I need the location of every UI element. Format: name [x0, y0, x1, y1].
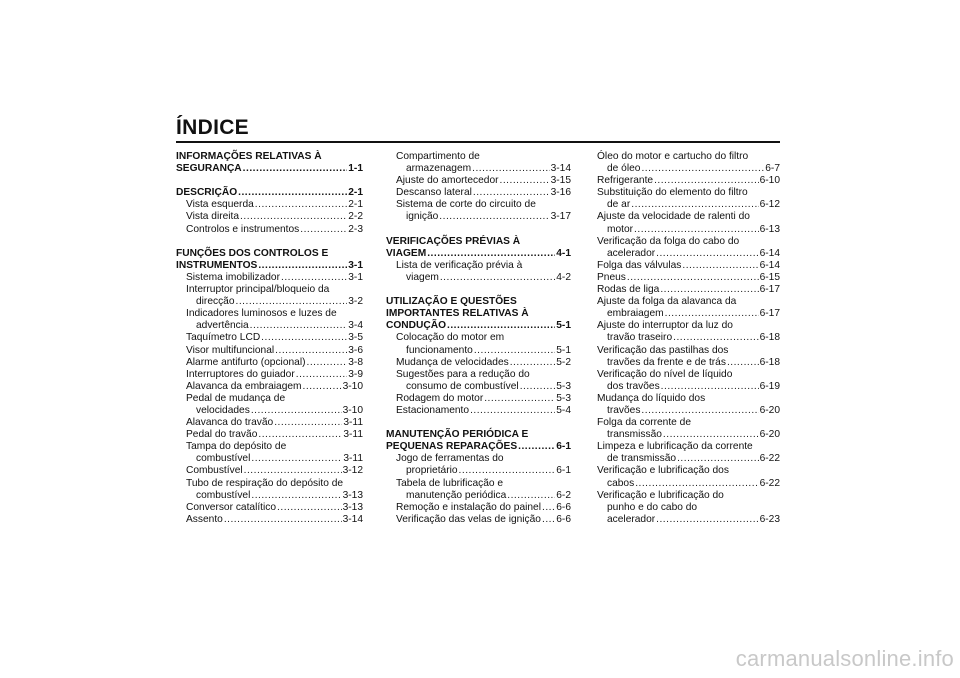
toc-leader-dots — [306, 357, 347, 369]
watermark-text: carmanualsonline.info — [735, 646, 954, 671]
toc-page-number: 6-1 — [556, 441, 571, 453]
toc-entry[interactable] — [386, 211, 571, 223]
toc-entry — [386, 151, 571, 163]
toc-section-heading[interactable] — [386, 320, 571, 332]
toc-entry[interactable] — [176, 296, 363, 308]
toc-entry-title: Indicadores luminosos e luzes de — [186, 308, 337, 320]
toc-page-number: 6-17 — [759, 308, 780, 320]
toc-entry — [597, 441, 780, 453]
toc-entry[interactable] — [597, 163, 780, 175]
toc-entry-title: UTILIZAÇÃO E QUESTÕES — [386, 296, 517, 308]
toc-entry[interactable] — [597, 260, 780, 272]
toc-entry[interactable] — [176, 272, 363, 284]
toc-entry[interactable] — [597, 308, 780, 320]
toc-section-heading — [386, 296, 571, 308]
toc-entry[interactable] — [176, 199, 363, 211]
toc-page-number: 3-1 — [348, 259, 363, 271]
toc-section-heading[interactable] — [176, 163, 363, 175]
toc-page-number: 5-2 — [556, 356, 571, 368]
toc-page-number: 3-10 — [342, 404, 363, 416]
toc-page-number: 3-8 — [348, 356, 363, 368]
toc-entry-title: Remoção e instalação do painel — [396, 501, 541, 513]
toc-entry[interactable] — [176, 453, 363, 465]
toc-leader-dots — [661, 381, 759, 393]
toc-entry — [597, 369, 780, 381]
toc-section-heading — [386, 308, 571, 320]
toc-entry-title: ignição — [406, 211, 439, 223]
toc-entry-title: Pedal de mudança de — [186, 392, 286, 404]
toc-page-number: 2-3 — [348, 223, 363, 235]
toc-entry[interactable] — [386, 405, 571, 417]
toc-entry-title: Tubo de respiração do depósito de — [186, 477, 344, 489]
toc-entry-title: punho e do cabo do — [607, 501, 698, 513]
toc-leader-dots — [303, 381, 342, 393]
toc-entry-title: de transmissão — [607, 453, 677, 465]
toc-entry-title: viagem — [406, 271, 439, 283]
toc-entry-title: Óleo do motor e cartucho do filtro — [597, 151, 749, 162]
toc-leader-dots — [663, 429, 759, 441]
toc-entry[interactable] — [176, 357, 363, 369]
toc-page-number: 6-19 — [759, 380, 780, 392]
toc-entry-title: Rodas de liga — [597, 284, 660, 296]
toc-entry-title: Verificação da folga do cabo do — [597, 235, 740, 247]
toc-entry-title: Sistema imobilizador — [186, 271, 280, 283]
title-rule — [176, 141, 780, 143]
toc-entry[interactable] — [597, 405, 780, 417]
toc-leader-dots — [470, 405, 555, 417]
toc-page-number: 6-22 — [759, 477, 780, 489]
toc-section-heading[interactable] — [386, 248, 571, 260]
toc-entry — [597, 417, 780, 429]
toc-entry-title: SEGURANÇA — [176, 163, 242, 175]
toc-leader-dots — [635, 478, 758, 490]
toc-page-number: 3-17 — [550, 211, 571, 223]
toc-entry-title: Conversor catalítico — [186, 501, 277, 513]
toc-page-number: 6-13 — [759, 223, 780, 235]
toc-entry-title: de óleo — [607, 163, 641, 175]
toc-leader-dots — [682, 260, 758, 272]
toc-entry-title: velocidades — [196, 404, 250, 416]
toc-page-number: 5-3 — [556, 392, 571, 404]
toc-entry[interactable] — [386, 175, 571, 187]
toc-entry[interactable] — [597, 224, 780, 236]
toc-page-number: 2-1 — [348, 199, 363, 211]
toc-entry-title: Estacionamento — [396, 404, 470, 416]
toc-entry[interactable] — [597, 199, 780, 211]
toc-entry-title: Lista de verificação prévia à — [396, 259, 523, 271]
toc-entry[interactable] — [176, 320, 363, 332]
toc-leader-dots — [665, 308, 759, 320]
toc-entry-title: Alarme antifurto (opcional) — [186, 356, 306, 368]
toc-leader-dots — [631, 199, 758, 211]
toc-entry-title: Tabela de lubrificação e — [396, 477, 504, 489]
toc-page-number: 6-6 — [556, 501, 571, 513]
toc-page-number: 6-12 — [759, 199, 780, 211]
toc-entry[interactable] — [597, 284, 780, 296]
toc-entry[interactable] — [386, 187, 571, 199]
toc-entry[interactable] — [597, 272, 780, 284]
toc-leader-dots — [656, 514, 758, 526]
toc-page-number: 3-11 — [343, 453, 363, 465]
toc-entry-title: Ajuste da velocidade de ralenti do — [597, 211, 750, 223]
toc-leader-dots — [542, 514, 555, 526]
page-title: ÍNDICE — [176, 116, 249, 139]
toc-leader-dots — [243, 163, 348, 175]
toc-leader-dots — [727, 357, 759, 369]
toc-entry[interactable] — [176, 417, 363, 429]
toc-entry-title: Pedal do travão — [186, 429, 258, 441]
toc-leader-dots — [500, 175, 550, 187]
toc-spacer — [176, 236, 363, 248]
toc-entry-title: Tampa do depósito de — [186, 441, 287, 453]
toc-entry-title: Refrigerante — [597, 175, 654, 187]
toc-leader-dots — [224, 514, 342, 526]
toc-entry[interactable] — [176, 514, 363, 526]
toc-leader-dots — [459, 465, 556, 477]
toc-page-number: 3-13 — [342, 501, 363, 513]
toc-entry-title: Folga da corrente de — [597, 417, 692, 429]
toc-entry-title: Assento — [186, 513, 223, 525]
toc-section-heading — [386, 236, 571, 248]
toc-leader-dots — [439, 211, 549, 223]
toc-entry-title: dos travões — [607, 380, 660, 392]
toc-spacer — [386, 224, 571, 236]
toc-page-number: 6-20 — [759, 429, 780, 441]
toc-entry-title: de ar — [607, 199, 631, 211]
toc-entry — [176, 441, 363, 453]
toc-leader-dots — [518, 441, 555, 453]
toc-page-number: 3-14 — [550, 163, 571, 175]
toc-entry[interactable] — [597, 514, 780, 526]
toc-page-number: 3-11 — [343, 417, 363, 429]
toc-leader-dots — [236, 296, 348, 308]
toc-entry-title: Folga das válvulas — [597, 259, 682, 271]
toc-entry — [597, 296, 780, 308]
toc-entry-title: Verificação e lubrificação dos — [597, 465, 729, 477]
toc-entry[interactable] — [597, 478, 780, 490]
toc-entry-title: Ajuste da folga da alavanca da — [597, 296, 737, 308]
toc-page-number: 3-10 — [342, 380, 363, 392]
toc-section-heading — [176, 151, 363, 163]
toc-entry — [597, 320, 780, 332]
toc-page-number: 4-1 — [556, 247, 571, 259]
toc-page-number: 6-23 — [759, 513, 780, 525]
toc-page-number: 3-5 — [348, 332, 363, 344]
toc-entry-title: direcção — [196, 296, 235, 308]
toc-entry-title: Rodagem do motor — [396, 392, 484, 404]
toc-entry-title: FUNÇÕES DOS CONTROLOS E — [176, 247, 329, 259]
toc-leader-dots — [250, 320, 348, 332]
toc-entry-title: Limpeza e lubrificação da corrente — [597, 441, 753, 453]
toc-leader-dots — [507, 490, 555, 502]
toc-entry-title: Alavanca da embraiagem — [186, 380, 302, 392]
toc-page-number: 3-16 — [550, 187, 571, 199]
toc-page-number: 6-6 — [556, 513, 571, 525]
toc-entry[interactable] — [386, 393, 571, 405]
toc-leader-dots — [677, 453, 759, 465]
toc-leader-dots — [673, 332, 758, 344]
toc-entry-title: Pneus — [597, 271, 626, 283]
toc-leader-dots — [474, 345, 555, 357]
toc-page-number: 6-22 — [759, 453, 780, 465]
toc-page-number: 2-2 — [348, 211, 363, 223]
toc-entry-title: Verificação das pastilhas dos — [597, 344, 729, 356]
toc-entry — [386, 199, 571, 211]
toc-entry-title: Verificação e lubrificação do — [597, 489, 724, 501]
toc-entry-title: Descanso lateral — [396, 187, 472, 199]
toc-section-heading[interactable] — [176, 260, 363, 272]
toc-entry[interactable] — [176, 369, 363, 381]
toc-leader-dots — [656, 248, 758, 260]
toc-page-number: 6-18 — [759, 356, 780, 368]
toc-page-number: 3-11 — [343, 429, 363, 441]
toc-entry — [597, 345, 780, 357]
toc-leader-dots — [296, 369, 348, 381]
toc-page-number: 1-1 — [348, 163, 363, 175]
toc-entry-title: Alavanca do travão — [186, 417, 274, 429]
toc-entry — [176, 478, 363, 490]
toc-entry-title: travões da frente e de trás — [607, 356, 726, 368]
toc-entry-title: CONDUÇÃO — [386, 320, 446, 332]
toc-entry[interactable] — [597, 248, 780, 260]
toc-page-number: 3-9 — [348, 368, 363, 380]
toc-leader-dots — [660, 284, 758, 296]
toc-page-number: 6-14 — [759, 247, 780, 259]
toc-entry — [597, 236, 780, 248]
toc-entry[interactable] — [176, 345, 363, 357]
toc-entry[interactable] — [386, 163, 571, 175]
toc-leader-dots — [654, 175, 759, 187]
toc-leader-dots — [627, 272, 759, 284]
toc-entry[interactable] — [597, 429, 780, 441]
toc-entry-title: transmissão — [607, 429, 662, 441]
toc-entry-title: advertência — [196, 320, 249, 332]
toc-entry — [597, 393, 780, 405]
toc-page-number: 3-6 — [348, 344, 363, 356]
toc-entry[interactable] — [176, 429, 363, 441]
toc-entry[interactable] — [176, 332, 363, 344]
toc-section-heading — [386, 429, 571, 441]
toc-entry — [386, 369, 571, 381]
toc-entry-title: proprietário — [406, 465, 458, 477]
toc-entry — [597, 490, 780, 502]
toc-leader-dots — [258, 429, 342, 441]
toc-entry-title: Interruptor principal/bloqueio da — [186, 284, 330, 296]
toc-page-number: 2-1 — [348, 187, 363, 199]
toc-entry-title: acelerador — [607, 513, 656, 525]
toc-entry — [597, 502, 780, 514]
toc-entry[interactable] — [176, 381, 363, 393]
toc-entry[interactable] — [386, 502, 571, 514]
toc-page-number: 6-7 — [765, 163, 780, 175]
toc-leader-dots — [251, 490, 341, 502]
toc-entry — [176, 393, 363, 405]
toc-entry-title: Vista direita — [186, 211, 240, 223]
toc-entry-title: Compartimento de — [396, 151, 480, 162]
toc-entry — [597, 211, 780, 223]
toc-entry[interactable] — [386, 381, 571, 393]
toc-entry[interactable] — [597, 357, 780, 369]
toc-page-number: 5-3 — [556, 380, 571, 392]
toc-entry-title: Mudança de velocidades — [396, 356, 509, 368]
toc-page-number: 6-17 — [759, 284, 780, 296]
toc-page-number: 3-12 — [342, 465, 363, 477]
toc-entry — [386, 260, 571, 272]
toc-entry-title: combustível — [196, 489, 251, 501]
toc-entry[interactable] — [597, 453, 780, 465]
toc-leader-dots — [258, 260, 347, 272]
toc-leader-dots — [542, 502, 555, 514]
toc-entry[interactable] — [176, 465, 363, 477]
toc-leader-dots — [641, 163, 764, 175]
toc-leader-dots — [274, 417, 342, 429]
toc-entry-title: Visor multifuncional — [186, 344, 275, 356]
toc-entry — [597, 151, 780, 163]
toc-entry[interactable] — [386, 465, 571, 477]
toc-leader-dots — [484, 393, 555, 405]
toc-leader-dots — [447, 320, 555, 332]
toc-entry-title: INSTRUMENTOS — [176, 259, 258, 271]
toc-leader-dots — [251, 453, 342, 465]
toc-column-3 — [597, 151, 780, 526]
toc-entry — [386, 453, 571, 465]
toc-leader-dots — [473, 187, 550, 199]
toc-spacer — [386, 284, 571, 296]
toc-entry-title: VERIFICAÇÕES PRÉVIAS À — [386, 235, 521, 247]
toc-entry-title: Controlos e instrumentos — [186, 223, 300, 235]
toc-page-number: 3-1 — [348, 271, 363, 283]
toc-entry-title: combustível — [196, 453, 251, 465]
toc-page-number: 6-10 — [759, 175, 780, 187]
toc-entry — [386, 478, 571, 490]
toc-entry[interactable] — [176, 405, 363, 417]
toc-entry-title: motor — [607, 223, 634, 235]
toc-page-number: 6-2 — [556, 489, 571, 501]
toc-entry — [597, 465, 780, 477]
toc-entry-title: Sistema de corte do circuito de — [396, 199, 536, 211]
toc-entry-title: Interruptores do guiador — [186, 368, 295, 380]
toc-section-heading[interactable] — [176, 187, 363, 199]
toc-leader-dots — [641, 405, 758, 417]
toc-page-number: 3-15 — [550, 175, 571, 187]
toc-entry-title: funcionamento — [406, 344, 473, 356]
toc-leader-dots — [472, 163, 549, 175]
toc-entry-title: VIAGEM — [386, 247, 427, 259]
toc-entry-title: Sugestões para a redução do — [396, 368, 530, 380]
toc-entry-title: embraiagem — [607, 308, 664, 320]
toc-leader-dots — [300, 224, 347, 236]
toc-column-1 — [176, 151, 363, 526]
toc-leader-dots — [238, 187, 347, 199]
toc-entry-title: travões — [607, 404, 641, 416]
toc-page-number: 3-14 — [342, 513, 363, 525]
toc-leader-dots — [240, 211, 347, 223]
toc-entry-title: Jogo de ferramentas do — [396, 453, 504, 465]
toc-leader-dots — [255, 199, 347, 211]
toc-entry[interactable] — [176, 211, 363, 223]
toc-entry-title: DESCRIÇÃO — [176, 187, 238, 199]
toc-entry — [176, 284, 363, 296]
toc-leader-dots — [634, 224, 759, 236]
toc-entry[interactable] — [597, 381, 780, 393]
toc-entry-title: PEQUENAS REPARAÇÕES — [386, 441, 518, 453]
toc-spacer — [176, 175, 363, 187]
toc-section-heading[interactable] — [386, 441, 571, 453]
toc-entry[interactable] — [386, 357, 571, 369]
toc-entry-title: INFORMAÇÕES RELATIVAS À — [176, 151, 322, 162]
toc-page-number: 6-18 — [759, 332, 780, 344]
toc-entry-title: Verificação do nível de líquido — [597, 368, 733, 380]
toc-entry-title: MANUTENÇÃO PERIÓDICA E — [386, 429, 529, 441]
toc-entry-title: Mudança do líquido dos — [597, 392, 706, 404]
toc-entry[interactable] — [176, 490, 363, 502]
toc-page-number: 4-2 — [556, 271, 571, 283]
toc-leader-dots — [427, 248, 555, 260]
toc-entry-title: travão traseiro — [607, 332, 673, 344]
toc-entry — [176, 308, 363, 320]
toc-entry — [386, 332, 571, 344]
toc-entry[interactable] — [386, 514, 571, 526]
toc-entry-title: cabos — [607, 477, 635, 489]
toc-page-number: 6-1 — [556, 465, 571, 477]
toc-spacer — [386, 417, 571, 429]
toc-entry[interactable] — [386, 490, 571, 502]
toc-entry-title: Verificação das velas de ignição — [396, 513, 541, 525]
toc-entry-title: Ajuste do interruptor da luz do — [597, 320, 733, 332]
toc-page-number: 6-20 — [759, 404, 780, 416]
toc-leader-dots — [277, 502, 342, 514]
toc-entry[interactable] — [597, 175, 780, 187]
toc-leader-dots — [275, 345, 347, 357]
toc-column-2 — [386, 151, 571, 526]
toc-leader-dots — [281, 272, 347, 284]
toc-entry — [597, 187, 780, 199]
toc-entry-title: Taquímetro LCD — [186, 332, 261, 344]
toc-page-number: 3-2 — [348, 296, 363, 308]
toc-entry-title: Vista esquerda — [186, 199, 254, 211]
toc-page-number: 3-13 — [342, 489, 363, 501]
toc-leader-dots — [440, 272, 555, 284]
toc-entry[interactable] — [386, 345, 571, 357]
toc-section-heading — [176, 248, 363, 260]
toc-entry-title: acelerador — [607, 247, 656, 259]
toc-entry-title: Colocação do motor em — [396, 332, 505, 344]
toc-leader-dots — [520, 381, 556, 393]
toc-page-number: 5-1 — [556, 344, 571, 356]
toc-leader-dots — [251, 405, 342, 417]
toc-page-number: 5-4 — [556, 404, 571, 416]
toc-entry-title: armazenagem — [406, 163, 472, 175]
toc-page-number: 6-15 — [759, 271, 780, 283]
toc-entry-title: Combustível — [186, 465, 243, 477]
toc-page-number: 5-1 — [556, 320, 571, 332]
toc-entry-title: Ajuste do amortecedor — [396, 175, 499, 187]
toc-entry-title: manutenção periódica — [406, 489, 507, 501]
toc-entry[interactable] — [176, 224, 363, 236]
toc-entry-title: consumo de combustível — [406, 380, 519, 392]
toc-entry[interactable] — [597, 332, 780, 344]
toc-entry[interactable] — [386, 272, 571, 284]
toc-page-number: 6-14 — [759, 259, 780, 271]
toc-leader-dots — [244, 465, 342, 477]
toc-leader-dots — [510, 357, 556, 369]
toc-leader-dots — [261, 332, 347, 344]
toc-entry-title: IMPORTANTES RELATIVAS À — [386, 308, 529, 320]
toc-page-number: 3-4 — [348, 320, 363, 332]
toc-entry[interactable] — [176, 502, 363, 514]
toc-entry-title: Substituição do elemento do filtro — [597, 187, 748, 199]
